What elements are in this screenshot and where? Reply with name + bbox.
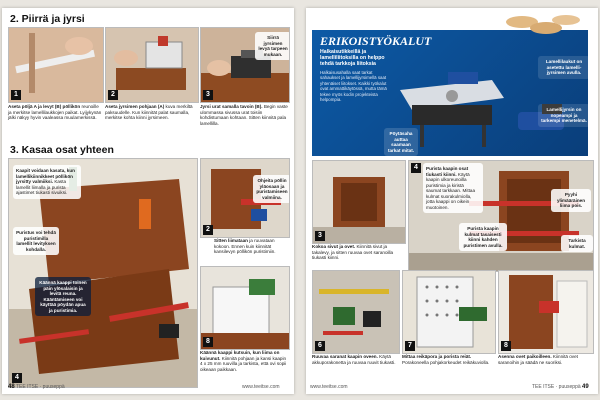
step8-photo <box>200 266 290 350</box>
step6r-photo <box>312 270 400 354</box>
step-number-7: 2 <box>203 225 213 235</box>
step2-caption: Aseta jyrsimen pohjaan (A) kuva merkiltä paksuudelle. Kun kiinnität palat saumalla, merkitse kohta kiinni jyrsimeen. <box>105 104 193 121</box>
blue-callout-joiner: Lamellijyrsin on nopeampi ja tarkempi menetelmä. <box>538 104 590 127</box>
blue-callout-saw: Pöytäsaha auttaa saamaan tarkat mitat. <box>384 128 418 156</box>
step7-callout: Ohjeita pöllin yläosaan ja puristamiseen valmiina. <box>253 175 290 203</box>
left-page <box>2 8 294 394</box>
step4r-photo <box>312 160 406 244</box>
step-number-3: 3 <box>203 90 213 100</box>
step4-intro-callout: Kaapit voidaan kasata, kun lamellikiinnikkeet pöllikön jyrsitty valmiiksi. Kasta lamellit liimalla ja purista ajastimet tiukasti sivuiksi. <box>13 165 81 199</box>
step3-photo <box>200 27 290 103</box>
step-number-8: 8 <box>203 337 213 347</box>
step6-callout: Käännä kaappi toinen päin ylösalaisin ja levitä reuna. Kääntämiseen voi käyttää pöydän apua ja puristimia. <box>35 277 91 316</box>
step1-caption: Aseta pöljä A ja levyt (B) pöllikön reunoille ja merkitse lamellilaukkojen paikat. Lyijykynän jälki näkyy hyvin vaaleassa muulamerkissä. <box>8 104 102 121</box>
left-footer-url: www.teeitse.com <box>242 384 280 390</box>
step8r-caption: Asenna ovet paikoilleen. Kiinnitä ovet saranoihin ja säädä ne suoriksi. <box>498 354 578 365</box>
step5-callout: Puristus voi tehdä puristimilla lamellit levityksen kohdalla. <box>13 227 59 255</box>
step8r-photo <box>498 270 594 354</box>
step-number-4: 4 <box>12 373 22 383</box>
step7r-photo <box>402 270 496 354</box>
right-footer-url: www.teeitse.com <box>310 384 348 390</box>
step1-photo <box>8 27 104 103</box>
step5r-photo <box>408 160 594 272</box>
step2-photo <box>105 27 199 103</box>
right-folio: TEE ITSE · puuseppä 49 <box>532 384 589 390</box>
step5r-callout-glue: Pyyhi ylimääräinen liima pois. <box>551 189 591 212</box>
step-number-5r: 4 <box>411 163 421 173</box>
step-number-4r: 3 <box>315 231 325 241</box>
step5r-text: Purista kaapin osat tiukasti kiinni. Käytä kaapin ulkoreunoilla puristimia ja kiristä saumat tarkkaan. Mittaa kulmat suorakulmiolla, jotta kaappi on oikein muotoinen. <box>423 163 483 213</box>
ruler-marking-illustration <box>9 28 103 102</box>
step5r-callout-check: Tarkista kulmat. <box>561 235 593 252</box>
section-2-title: 2. Piirrä ja jyrsi <box>10 13 85 25</box>
feature-body: Halkaisusahalla saat tarkat sahaukset ja lamellijyrsimellä saat yhtenäiset liitokset. Kaikki työkalut ovat ammattikäytössä, mutta tämä tekee myös kodin projekteista helpompia. <box>320 70 387 103</box>
step4-main-photo <box>8 158 198 388</box>
step7-photo <box>200 158 290 238</box>
section-3-title: 3. Kasaa osat yhteen <box>10 144 114 156</box>
step4r-caption: Kokoa sivut ja ovet. Kiinnitä sivut ja takalevy, ja sitten ruuvaa ovet saranoilla tiukasti kiinni. <box>312 244 394 261</box>
step7r-caption: Mittaa reikäpora ja porista reiät. Porakoneella pohjakorkeudet reikäkuviolla. <box>402 354 490 365</box>
step-number-8r: 8 <box>501 341 511 351</box>
left-folio: 48 TEE ITSE · puuseppä <box>8 384 65 390</box>
tools-table-illustration <box>313 271 399 353</box>
step8-caption: Käännä kaappi kutsuin, kun liima on kuivunut. Kiinnitä pohjaan ja kansi kaapin 4 x 25 mm ruuvilla ja tarkista, että ovi sopii oikeaan paikkaan. <box>200 350 287 372</box>
feature-title: ERIKOISTYÖKALUT <box>320 34 432 48</box>
step5r-callout-clamp: Purista kaapin kulmat tasaisesti kiinni kahden puristimen avulla. <box>459 223 507 251</box>
biscuit-joiner-setup-illustration <box>106 28 198 102</box>
step-number-6r: 6 <box>315 341 325 351</box>
step3-callout: Siirrä jyrsimen levyä tarpeen mukaan. <box>255 32 290 60</box>
hole-template-illustration <box>403 271 495 353</box>
door-install-illustration <box>499 271 593 353</box>
right-page <box>306 8 598 394</box>
cabinet-box-illustration <box>313 161 405 243</box>
step-number-1: 1 <box>11 90 21 100</box>
step-number-2: 2 <box>108 90 118 100</box>
drilling-cabinet-illustration <box>201 267 289 349</box>
biscuits-illustration <box>502 10 582 40</box>
step6r-caption: Ruuvaa saranat kaapin oveen. Käytä akkuporakonetta ja ruuvaa ruuvit tiukasti. <box>312 354 396 365</box>
tools-feature-box <box>312 30 588 156</box>
step-number-7r: 7 <box>405 341 415 351</box>
step7-caption: Sitten liimataan ja ruuvataan kokoon. Ennen kuin kiinnität kansilevyn pöllikön puristimiin. <box>214 238 276 255</box>
step3-caption: Jyrsi urat samalla tavoin (B). Begin vaste ulommassa sivussa urat toisiin kohdistumaan kohtaan. Sitten kiinnitä pala lamellilla. <box>200 104 288 126</box>
blue-callout-biscuits: Lamellilaukut on asetettu lamelli-jyrsimen avulla. <box>538 56 590 79</box>
feature-subtitle: Halkaisutikkeillä ja lamelliliitoksilla on helppo tehdä tarkkoja liitoksia <box>320 49 385 67</box>
